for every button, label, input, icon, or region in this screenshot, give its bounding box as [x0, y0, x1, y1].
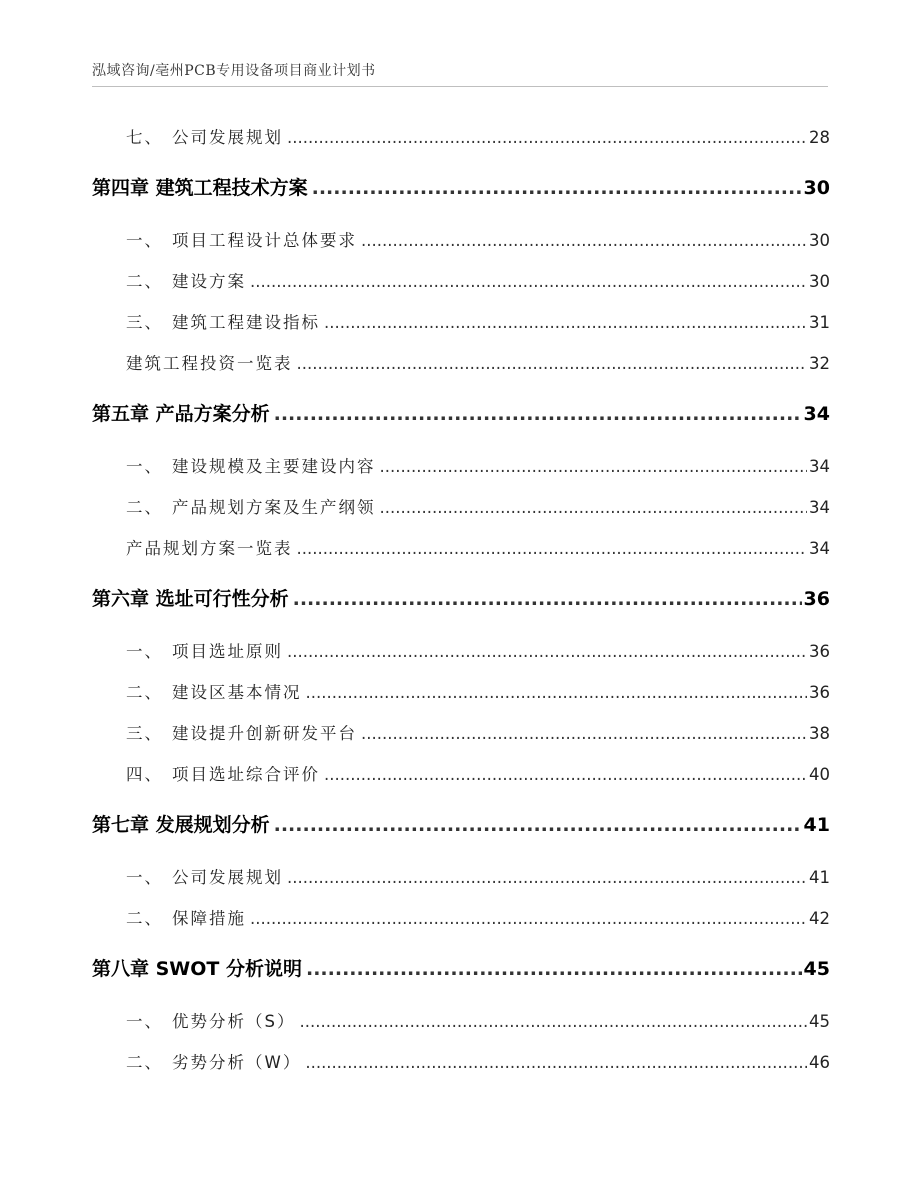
toc-entry[interactable]	[92, 227, 830, 251]
dot-leader	[274, 403, 802, 425]
dot-leader	[293, 588, 802, 610]
dot-leader	[297, 539, 808, 558]
toc-entry-page: 34	[809, 498, 830, 517]
toc-chapter-title: 第五章 产品方案分析	[92, 403, 270, 425]
dot-leader	[361, 231, 807, 250]
toc-entry-text: 项目选址原则	[172, 642, 283, 661]
toc-table-entry[interactable]	[92, 535, 830, 559]
toc-entry-number: 四、	[126, 765, 163, 784]
dot-leader	[324, 765, 807, 784]
toc-entry[interactable]	[92, 268, 830, 292]
toc-entry-text: 产品规划方案及生产纲领	[172, 498, 376, 517]
toc-entry-label	[92, 679, 302, 703]
toc-entry-page: 34	[809, 457, 830, 476]
toc-chapter-page: 34	[803, 403, 830, 425]
toc-chapter[interactable]	[92, 954, 830, 981]
dot-leader	[287, 128, 807, 147]
toc-table-label: 建筑工程投资一览表	[126, 354, 293, 373]
toc-entry-label	[92, 309, 320, 333]
toc-entry-page: 40	[809, 765, 830, 784]
toc-chapter-page: 30	[803, 177, 830, 199]
dot-leader	[299, 1012, 807, 1031]
toc-entry-label	[92, 124, 283, 148]
dot-leader	[324, 313, 807, 332]
toc-entry-text: 项目选址综合评价	[172, 765, 320, 784]
toc-entry-label	[92, 494, 376, 518]
toc-entry[interactable]	[92, 309, 830, 333]
toc-entry-label	[92, 864, 283, 888]
toc-entry-number: 一、	[126, 642, 163, 661]
dot-leader	[361, 724, 807, 743]
dot-leader	[380, 498, 808, 517]
toc-chapter-title: 第六章 选址可行性分析	[92, 588, 289, 610]
toc-chapter[interactable]	[92, 584, 830, 611]
dot-leader	[250, 909, 807, 928]
toc-entry-label	[92, 761, 320, 785]
toc-chapter-page: 45	[803, 958, 830, 980]
running-header: 泓域咨询/亳州PCB专用设备项目商业计划书	[92, 63, 376, 79]
toc-entry-label	[92, 453, 376, 477]
toc-entry-text: 建设方案	[172, 272, 246, 291]
toc-entry[interactable]	[92, 1049, 830, 1073]
toc-entry-number: 一、	[126, 1012, 163, 1031]
toc-table-page: 32	[809, 354, 830, 373]
toc-entry-label	[92, 227, 357, 251]
toc-chapter-page: 36	[803, 588, 830, 610]
toc-entry-label	[92, 638, 283, 662]
toc-entry-text: 建设区基本情况	[172, 683, 302, 702]
toc-entry-text: 建设提升创新研发平台	[172, 724, 357, 743]
toc-entry-number: 二、	[126, 498, 163, 517]
toc-table-entry[interactable]	[92, 350, 830, 374]
toc-entry-text: 优势分析（S）	[172, 1012, 296, 1031]
toc-entry-page: 28	[809, 128, 830, 147]
dot-leader	[312, 177, 802, 199]
toc-entry-page: 30	[809, 272, 830, 291]
toc-entry-number: 二、	[126, 1053, 163, 1072]
toc-chapter[interactable]	[92, 399, 830, 426]
toc-entry-page: 46	[809, 1053, 830, 1072]
dot-leader	[305, 1053, 807, 1072]
toc-chapter-page: 41	[803, 814, 830, 836]
toc-entry-text: 项目工程设计总体要求	[172, 231, 357, 250]
toc-entry-text: 劣势分析（W）	[172, 1053, 302, 1072]
toc-entry-number: 一、	[126, 868, 163, 887]
toc-table-label: 产品规划方案一览表	[126, 539, 293, 558]
toc-entry[interactable]	[92, 453, 830, 477]
dot-leader	[287, 642, 807, 661]
toc-entry[interactable]	[92, 864, 830, 888]
toc-entry-label	[92, 1049, 301, 1073]
toc-entry-number: 一、	[126, 231, 163, 250]
toc-entry-text: 建筑工程建设指标	[172, 313, 320, 332]
toc-chapter-title: 第七章 发展规划分析	[92, 814, 270, 836]
toc-entry[interactable]	[92, 761, 830, 785]
toc-entry-page: 45	[809, 1012, 830, 1031]
toc-entry-page: 36	[809, 642, 830, 661]
toc-entry-label	[92, 1008, 295, 1032]
toc-entry[interactable]	[92, 124, 830, 148]
toc-entry-number: 一、	[126, 457, 163, 476]
toc-entry-label	[92, 268, 246, 292]
toc-chapter[interactable]	[92, 810, 830, 837]
toc-entry-page: 41	[809, 868, 830, 887]
toc-entry-page: 38	[809, 724, 830, 743]
toc-entry-text: 公司发展规划	[172, 868, 283, 887]
dot-leader	[250, 272, 807, 291]
toc-entry-number: 三、	[126, 313, 163, 332]
toc-entry-page: 36	[809, 683, 830, 702]
dot-leader	[306, 683, 808, 702]
dot-leader	[287, 868, 807, 887]
toc-entry-text: 公司发展规划	[172, 128, 283, 147]
toc-entry-number: 二、	[126, 272, 163, 291]
dot-leader	[297, 354, 808, 373]
toc-entry[interactable]	[92, 638, 830, 662]
toc-entry-number: 七、	[126, 128, 163, 147]
toc-chapter-title: 第四章 建筑工程技术方案	[92, 177, 308, 199]
dot-leader	[380, 457, 808, 476]
toc-entry[interactable]	[92, 494, 830, 518]
toc-entry[interactable]	[92, 720, 830, 744]
toc-table-page: 34	[809, 539, 830, 558]
toc-entry-number: 三、	[126, 724, 163, 743]
toc-entry[interactable]	[92, 679, 830, 703]
toc-entry-page: 30	[809, 231, 830, 250]
toc-entry-label	[92, 905, 246, 929]
header-divider	[92, 86, 828, 87]
toc-entry-page: 31	[809, 313, 830, 332]
toc-entry[interactable]	[92, 905, 830, 929]
toc-chapter-title: 第八章 SWOT 分析说明	[92, 958, 302, 980]
toc-entry-page: 42	[809, 909, 830, 928]
dot-leader	[274, 814, 802, 836]
toc-entry[interactable]	[92, 1008, 830, 1032]
toc-entry-label	[92, 720, 357, 744]
toc-entry-text: 建设规模及主要建设内容	[172, 457, 376, 476]
toc-entry-number: 二、	[126, 683, 163, 702]
toc-entry-number: 二、	[126, 909, 163, 928]
toc-entry-text: 保障措施	[172, 909, 246, 928]
toc-chapter[interactable]	[92, 173, 830, 200]
dot-leader	[306, 958, 802, 980]
